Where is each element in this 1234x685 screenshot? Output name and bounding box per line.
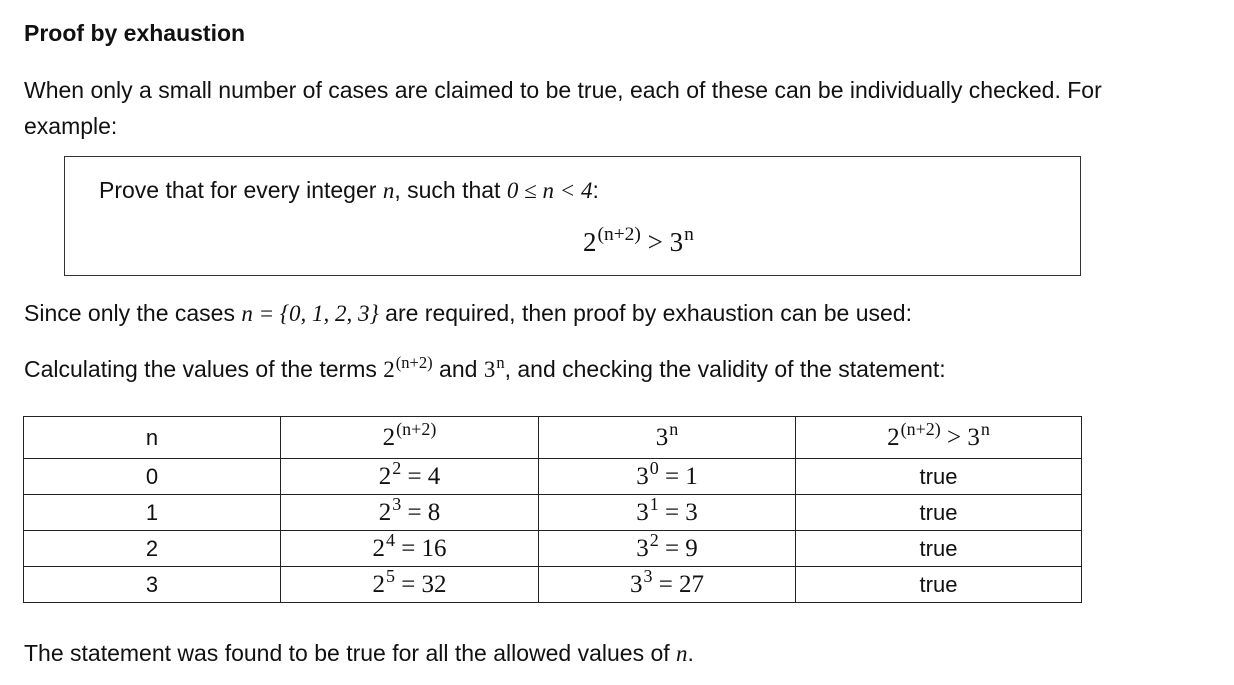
p2-exp: 3: [392, 493, 402, 514]
cell-power-of-two: [281, 531, 539, 567]
ineq-base-right: 3: [669, 227, 684, 257]
ineq-exp-right: n: [684, 224, 694, 246]
table-header-row: [24, 417, 1082, 459]
conclusion-prefix: The statement was found to be true for all the allowed values of: [24, 640, 677, 666]
header-3-base: 3: [655, 423, 669, 451]
cell-power-of-three: [539, 567, 796, 603]
table-row: [24, 495, 1082, 531]
calc-middle: and: [432, 356, 484, 382]
p3-exp: 0: [649, 457, 659, 478]
p3-base: 3: [636, 534, 649, 562]
table-row: [24, 567, 1082, 603]
inequality: [583, 224, 694, 258]
p2-value: = 8: [401, 498, 441, 526]
ineq-exp-left: (n+2): [597, 224, 641, 246]
cases-set: n = {0, 1, 2, 3}: [241, 301, 379, 326]
conclusion-variable: n: [676, 641, 688, 666]
p3-base: 3: [636, 498, 649, 526]
cell-result: true: [796, 567, 1082, 603]
cell-result: true: [796, 531, 1082, 567]
cell-n: 1: [24, 495, 281, 531]
p3-value: = 9: [658, 534, 698, 562]
header-2-exp: (n+2): [396, 418, 437, 439]
term2: [483, 352, 505, 382]
p3-exp: 1: [649, 493, 659, 514]
cell-n: 0: [24, 459, 281, 495]
prove-colon: :: [592, 177, 599, 203]
prove-statement: [99, 177, 599, 204]
header-3-exp: n: [669, 418, 679, 439]
conclusion: [24, 640, 694, 667]
term1-base: 2: [383, 357, 395, 382]
calc-prefix: Calculating the values of the terms: [24, 356, 384, 382]
results-table: [23, 416, 1082, 603]
since-line: [24, 300, 912, 327]
header-cmp-exp-right: n: [980, 418, 990, 439]
conclusion-suffix: .: [687, 640, 694, 666]
header-cmp-base-right: 3: [967, 423, 980, 451]
header-cmp-op: >: [940, 423, 968, 451]
calc-line: [24, 352, 946, 383]
p2-exp: 5: [385, 565, 395, 586]
cell-power-of-three: [539, 459, 796, 495]
prove-variable: n: [382, 178, 395, 203]
p2-exp: 4: [385, 529, 395, 550]
cell-result: true: [796, 495, 1082, 531]
cell-power-of-three: [539, 495, 796, 531]
header-comparison: [796, 417, 1082, 459]
p2-base: 2: [372, 534, 385, 562]
p2-value: = 32: [394, 570, 447, 598]
since-prefix: Since only the cases: [24, 300, 242, 326]
cell-power-of-two: [281, 495, 539, 531]
page-title: Proof by exhaustion: [24, 20, 246, 46]
prove-suffix: , such that: [394, 177, 507, 203]
cell-power-of-two: [281, 459, 539, 495]
term2-exponent: n: [496, 352, 505, 372]
p2-value: = 4: [401, 462, 441, 490]
cell-power-of-three: [539, 531, 796, 567]
intro-paragraph: When only a small number of cases are claimed to be true, each of these can be individually checked. For example:: [24, 77, 1102, 139]
p3-value: = 3: [658, 498, 698, 526]
p2-base: 2: [372, 570, 385, 598]
table-row: [24, 531, 1082, 567]
ineq-operator: >: [640, 227, 670, 257]
header-cmp-base-left: 2: [887, 423, 900, 451]
p3-value: = 1: [658, 462, 698, 490]
header-cmp-exp-left: (n+2): [900, 418, 941, 439]
cell-power-of-two: [281, 567, 539, 603]
p2-base: 2: [378, 462, 392, 490]
prove-prefix: Prove that for every integer: [99, 177, 383, 203]
calc-suffix: , and checking the validity of the statement:: [504, 356, 946, 382]
cell-n: 3: [24, 567, 281, 603]
example-box: [64, 156, 1081, 276]
cell-result: true: [796, 459, 1082, 495]
header-power-of-two: [281, 417, 539, 459]
cell-n: 2: [24, 531, 281, 567]
p3-value: = 27: [652, 570, 705, 598]
p3-base: 3: [629, 570, 643, 598]
term1: [383, 352, 433, 382]
header-2-base: 2: [382, 423, 396, 451]
p2-base: 2: [378, 498, 392, 526]
header-n: n: [24, 417, 281, 459]
p2-value: = 16: [394, 534, 447, 562]
header-power-of-three: [539, 417, 796, 459]
since-suffix: are required, then proof by exhaustion can be used:: [378, 300, 912, 326]
p3-exp: 3: [643, 565, 653, 586]
table-row: [24, 459, 1082, 495]
term2-base: 3: [483, 357, 496, 382]
prove-condition: 0 ≤ n < 4: [506, 178, 593, 203]
p3-base: 3: [636, 462, 649, 490]
p2-exp: 2: [392, 457, 402, 478]
ineq-base-left: 2: [583, 227, 597, 257]
p3-exp: 2: [649, 529, 659, 550]
term1-exponent: (n+2): [395, 352, 433, 372]
